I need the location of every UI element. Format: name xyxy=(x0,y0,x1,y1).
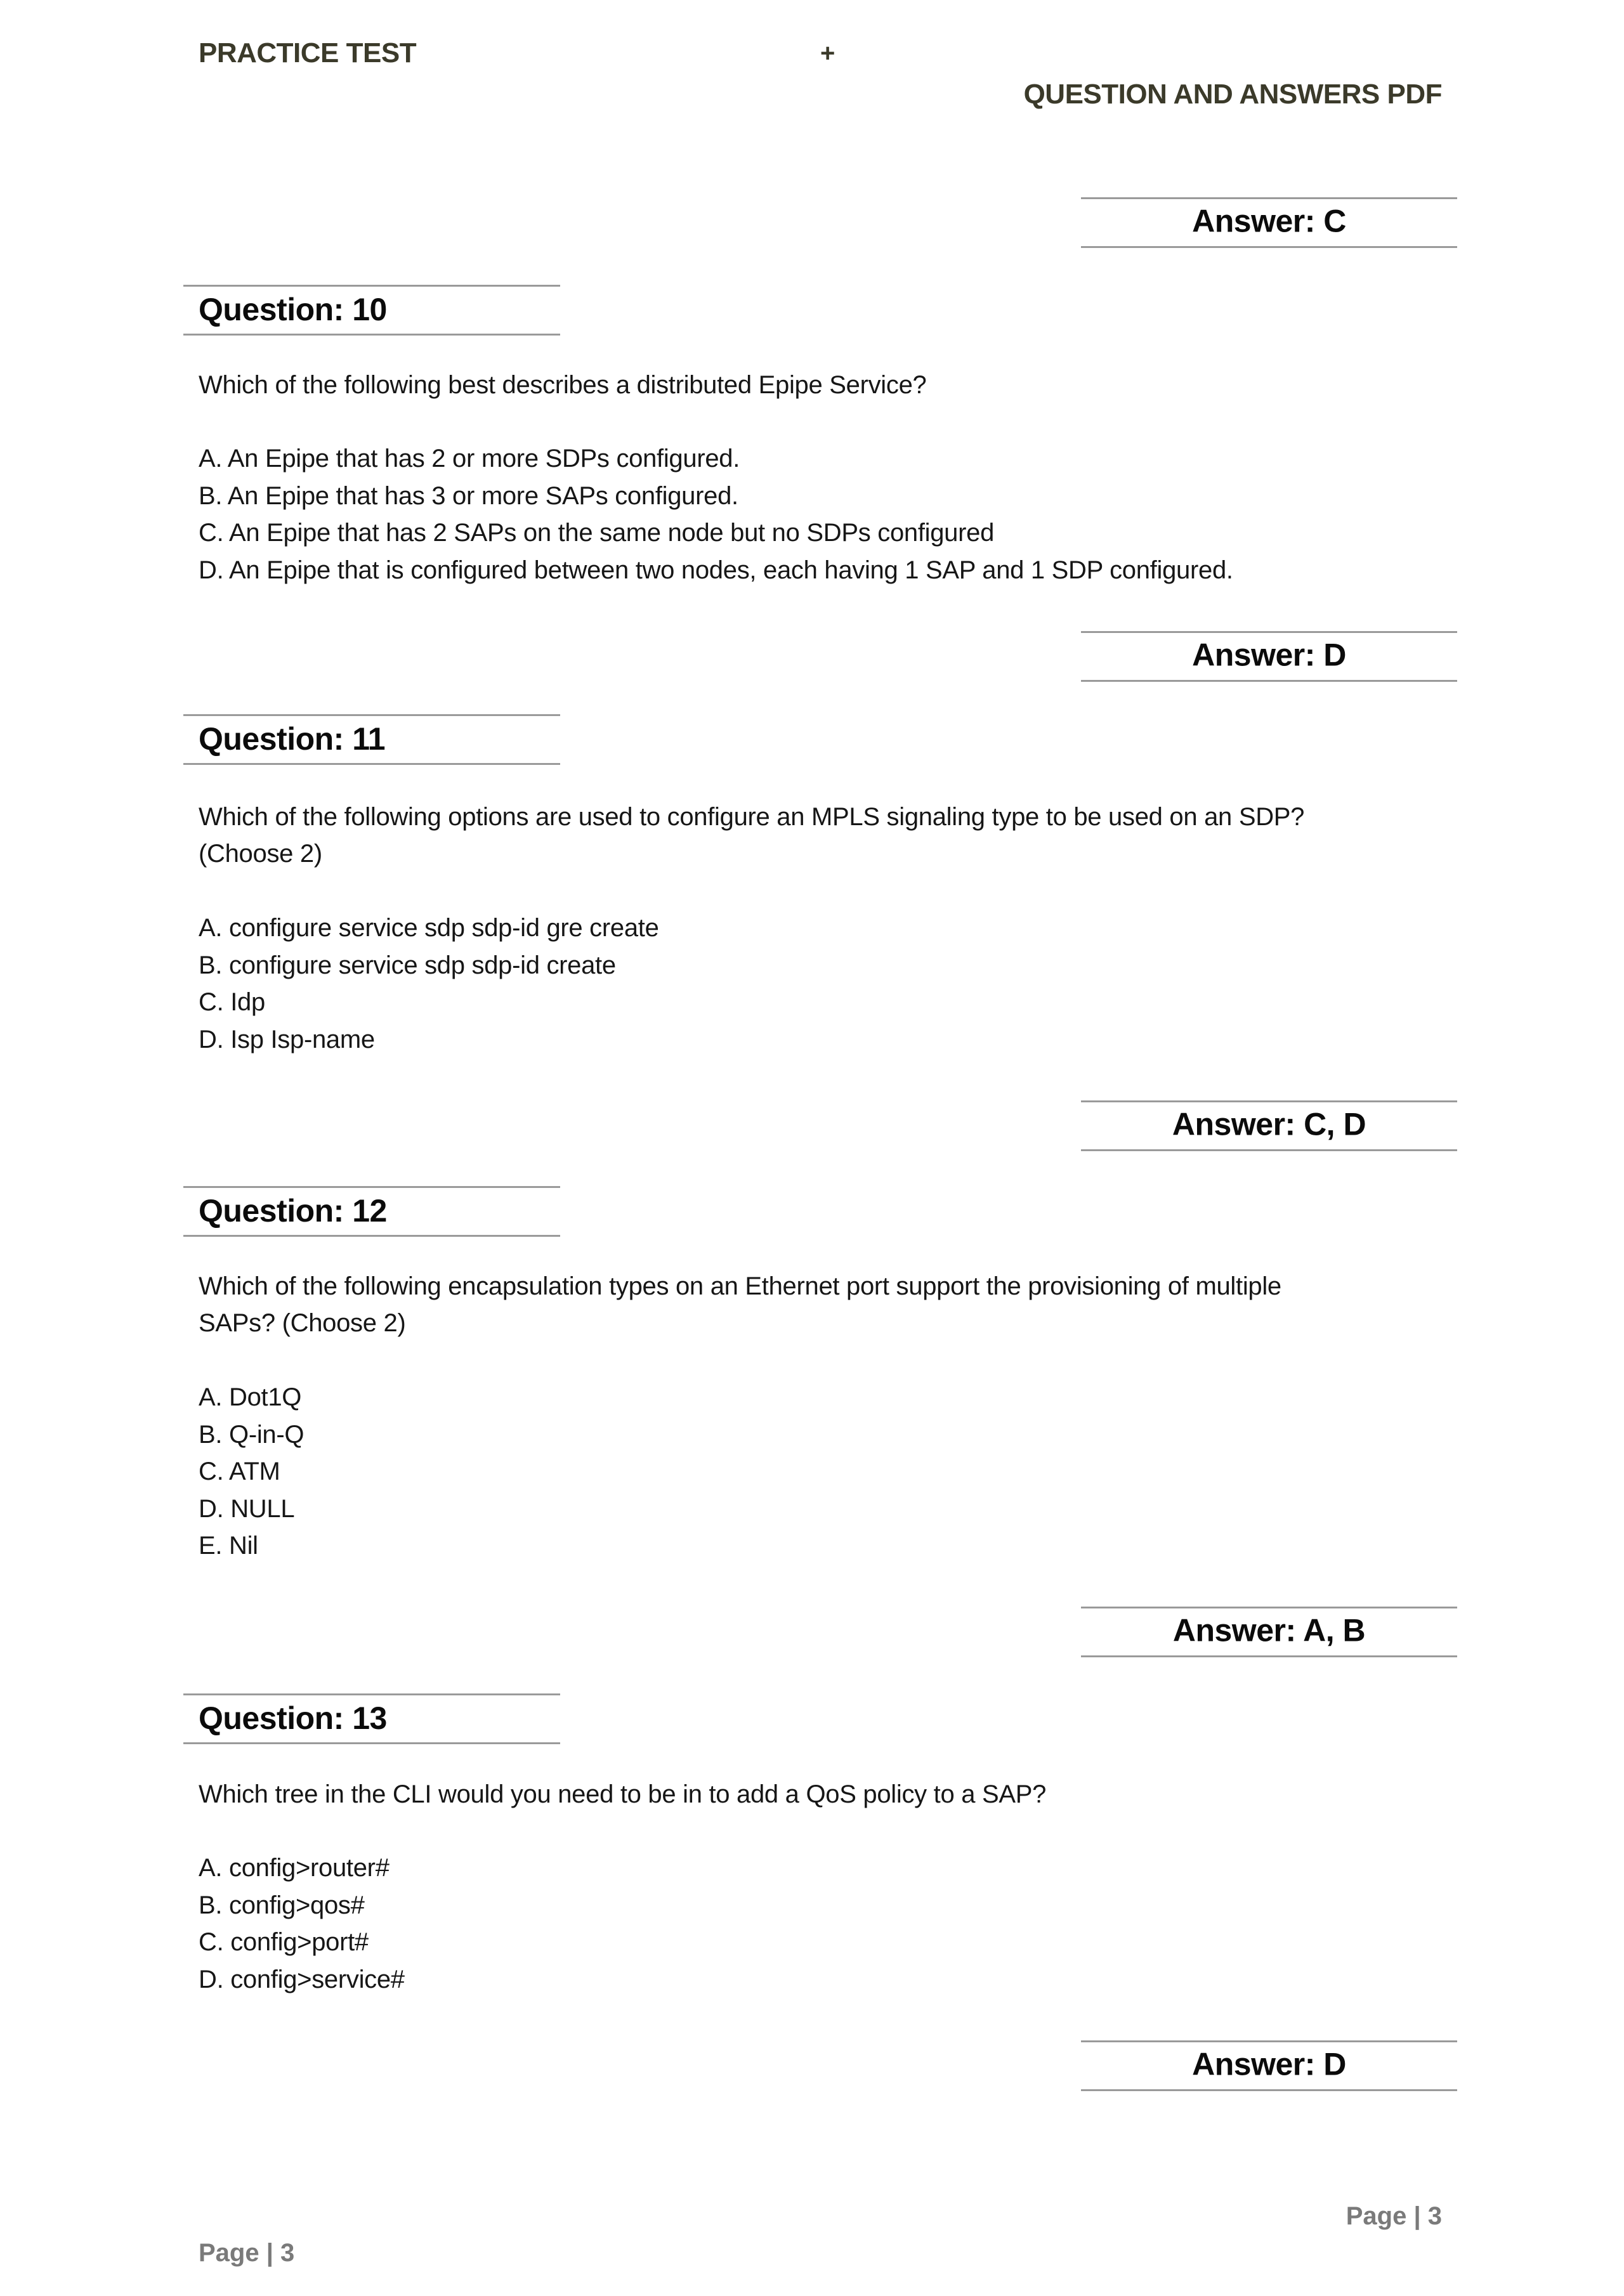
question-title: Question: 10 xyxy=(199,291,387,327)
page-number-left: Page | 3 xyxy=(199,2239,295,2267)
option-item: E. Nil xyxy=(199,1532,258,1560)
question-header-12 xyxy=(183,1186,560,1237)
option-item: C. An Epipe that has 2 SAPs on the same node but no SDPs configured xyxy=(199,519,995,547)
question-header-10 xyxy=(183,285,560,336)
header-left-title: PRACTICE TEST xyxy=(199,37,417,68)
question-text-line: Which of the following options are used to configure an MPLS signaling type to be used on an SDP? xyxy=(199,803,1305,831)
answer-box-10 xyxy=(1081,631,1457,682)
option-item: C. config>port# xyxy=(199,1928,369,1956)
answer-label: Answer: D xyxy=(1192,637,1346,673)
option-item: D. NULL xyxy=(199,1494,295,1523)
question-header-11 xyxy=(183,714,560,765)
option-item: D. config>service# xyxy=(199,1965,405,1993)
options-list-12 xyxy=(199,1379,304,1565)
question-text-12 xyxy=(199,1268,1281,1341)
option-item: C. ATM xyxy=(199,1458,280,1485)
answer-box-13 xyxy=(1081,2040,1457,2091)
option-item: A. Dot1Q xyxy=(199,1383,302,1411)
question-header-13 xyxy=(183,1693,560,1744)
option-item: B. config>qos# xyxy=(199,1891,365,1919)
option-item: B. An Epipe that has 3 or more SAPs configured. xyxy=(199,481,738,510)
answer-label: Answer: A, B xyxy=(1172,1612,1366,1648)
question-title: Question: 13 xyxy=(199,1700,387,1736)
options-list-10 xyxy=(199,440,1233,589)
option-item: B. configure service sdp sdp-id create xyxy=(199,951,616,979)
options-list-11 xyxy=(199,910,659,1058)
question-text-line: Which tree in the CLI would you need to be in to add a QoS policy to a SAP? xyxy=(199,1780,1047,1808)
page-number-right: Page | 3 xyxy=(1346,2202,1442,2230)
answer-label: Answer: C, D xyxy=(1172,1106,1366,1142)
question-title: Question: 12 xyxy=(199,1192,387,1229)
header-plus-symbol: + xyxy=(820,39,835,67)
question-text-10 xyxy=(199,367,927,403)
question-text-line: (Choose 2) xyxy=(199,840,322,868)
question-text-line: SAPs? (Choose 2) xyxy=(199,1309,406,1337)
header-right-title: QUESTION AND ANSWERS PDF xyxy=(1023,79,1442,110)
answer-label: Answer: C xyxy=(1192,203,1346,239)
option-item: D. Isp Isp-name xyxy=(199,1025,375,1053)
answer-box-12 xyxy=(1081,1607,1457,1657)
answer-box-previous xyxy=(1081,197,1457,248)
answer-label: Answer: D xyxy=(1192,2046,1346,2082)
option-item: D. An Epipe that is configured between two nodes, each having 1 SAP and 1 SDP configured. xyxy=(199,556,1233,584)
question-text-line: Which of the following best describes a distributed Epipe Service? xyxy=(199,371,927,399)
option-item: A. configure service sdp sdp-id gre create xyxy=(199,914,659,942)
option-item: B. Q-in-Q xyxy=(199,1420,304,1449)
question-text-11 xyxy=(199,799,1304,872)
question-title: Question: 11 xyxy=(199,721,386,757)
option-item: C. Idp xyxy=(199,988,265,1016)
question-text-13 xyxy=(199,1776,1046,1813)
options-list-13 xyxy=(199,1849,405,1998)
question-text-line: Which of the following encapsulation types on an Ethernet port support the provisioning of multiple xyxy=(199,1272,1281,1300)
answer-box-11 xyxy=(1081,1100,1457,1151)
option-item: A. config>router# xyxy=(199,1854,390,1882)
option-item: A. An Epipe that has 2 or more SDPs configured. xyxy=(199,445,740,473)
